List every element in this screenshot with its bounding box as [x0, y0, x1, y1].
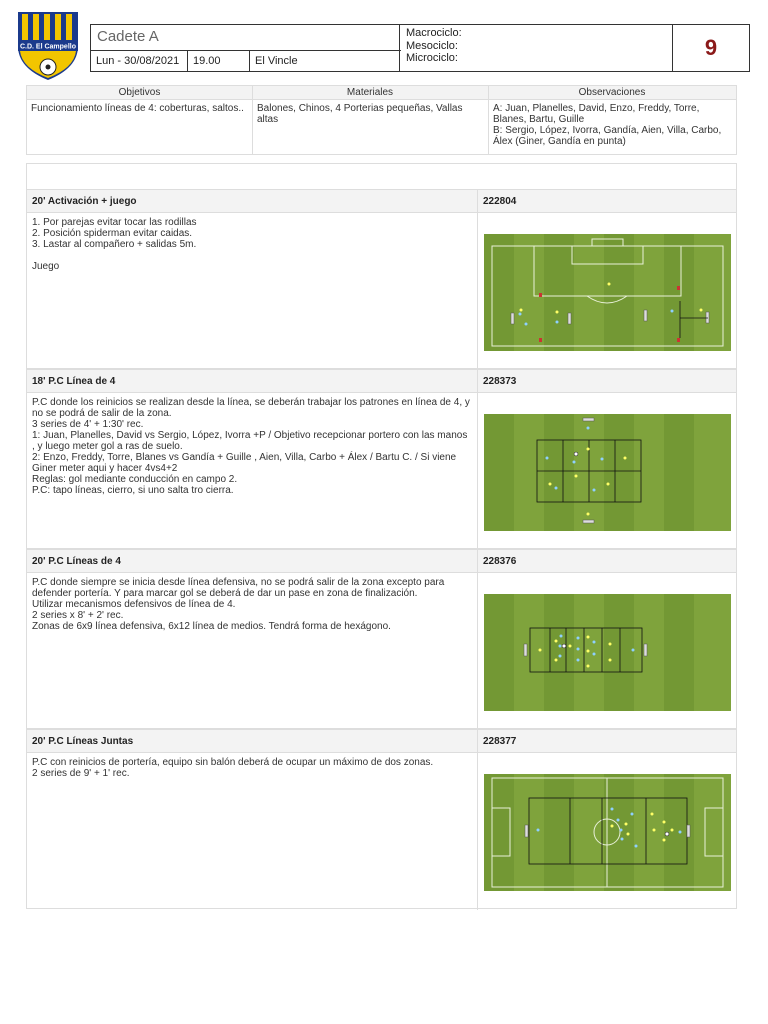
- exercise-description: P.C donde siempre se inicia desde línea defensiva, no se podrá salir de la zona excepto para defender portería. Y para marcar gol se deberá de dar un pase en zona de finalización. Utilizar mecanismos defensivos de línea de 4. 2 series x 8' + 2' rec. Zonas de 6x9 línea defensiva, 6x12 línea de medios. Tendrá forma de hexágono.: [32, 577, 445, 632]
- materiales-header: Materiales: [252, 86, 488, 100]
- session-number: 9: [672, 24, 750, 72]
- objetivos-cell: Funcionamiento líneas de 4: coberturas, saltos..: [31, 103, 244, 114]
- pitch-diagram-lineas-juntas: [484, 774, 731, 891]
- session-date: Lun - 30/08/2021: [91, 51, 188, 72]
- session-time: 19.00: [188, 51, 250, 72]
- blank-row: [26, 163, 737, 189]
- summary-table: [26, 85, 737, 155]
- session-venue: El Vincle: [255, 55, 298, 67]
- observaciones-cell: A: Juan, Planelles, David, Enzo, Freddy, Torre, Blanes, Bartu, Guille B: Sergio, López, Ivorra, Gandía, Aien, Villa, Carbo, Álex (Giner, Gandía en punta): [493, 103, 722, 147]
- exercise-description: 1. Por parejas evitar tocar las rodillas 2. Posición spiderman evitar caidas. 3. Lastar al compañero + salidas 5m. Juego: [32, 217, 197, 272]
- club-name-text: C.D. El Campello: [19, 43, 77, 51]
- exercise-block-2: [26, 369, 737, 549]
- club-crest-logo: [14, 10, 82, 82]
- pitch-diagram-linea-4: [484, 414, 731, 531]
- microciclo-label: Microciclo:: [406, 52, 458, 64]
- exercise-title: 20' P.C Líneas Juntas: [32, 736, 134, 747]
- exercise-code: 222804: [483, 196, 517, 207]
- exercise-title: 20' Activación + juego: [32, 196, 137, 207]
- exercise-code: 228377: [483, 736, 517, 747]
- mesociclo-label: Mesociclo:: [406, 39, 458, 52]
- pitch-diagram-lineas-4: [484, 594, 731, 711]
- team-name: Cadete A: [91, 25, 401, 51]
- macrociclo-label: Macrociclo:: [406, 27, 462, 39]
- session-header: [90, 24, 400, 72]
- exercise-description: P.C con reinicios de portería, equipo sin balón deberá de ocupar un máximo de dos zonas. 2 series de 9' + 1' rec.: [32, 757, 434, 779]
- pitch-diagram-activation: [484, 234, 731, 351]
- exercise-code: 228376: [483, 556, 517, 567]
- exercise-block-4: [26, 729, 737, 909]
- exercise-title: 18' P.C Línea de 4: [32, 376, 116, 387]
- observaciones-header: Observaciones: [488, 86, 736, 100]
- exercise-description: P.C donde los reinicios se realizan desde la línea, se deberán trabajar los patrones en línea de 4, y no se podrá de salir de la zona. 3 series de 4' + 1:30' rec. 1: Juan, Planelles, David vs Sergio, López, Ivorra +P / Objetivo recepcionar portero con las manos , y luego meter gol a ras de suelo. 2: Enzo, Freddy, Torre, Blanes vs Gandía + Guille , Aien, Villa, Carbo + Álex / Bartu C. / Si viene Giner meter aqui y hacer 4vs4+2 Reglas: gol mediante conducción en campo 2. P.C: tapo líneas, cierro, si uno salta tro cierra.: [32, 397, 470, 496]
- cycle-info: [400, 24, 672, 72]
- exercise-block-3: [26, 549, 737, 729]
- exercise-title: 20' P.C Líneas de 4: [32, 556, 121, 567]
- exercise-block-1: [26, 189, 737, 369]
- objetivos-header: Objetivos: [27, 86, 252, 100]
- exercise-code: 228373: [483, 376, 517, 387]
- materiales-cell: Balones, Chinos, 4 Porterias pequeñas, Vallas altas: [257, 103, 463, 125]
